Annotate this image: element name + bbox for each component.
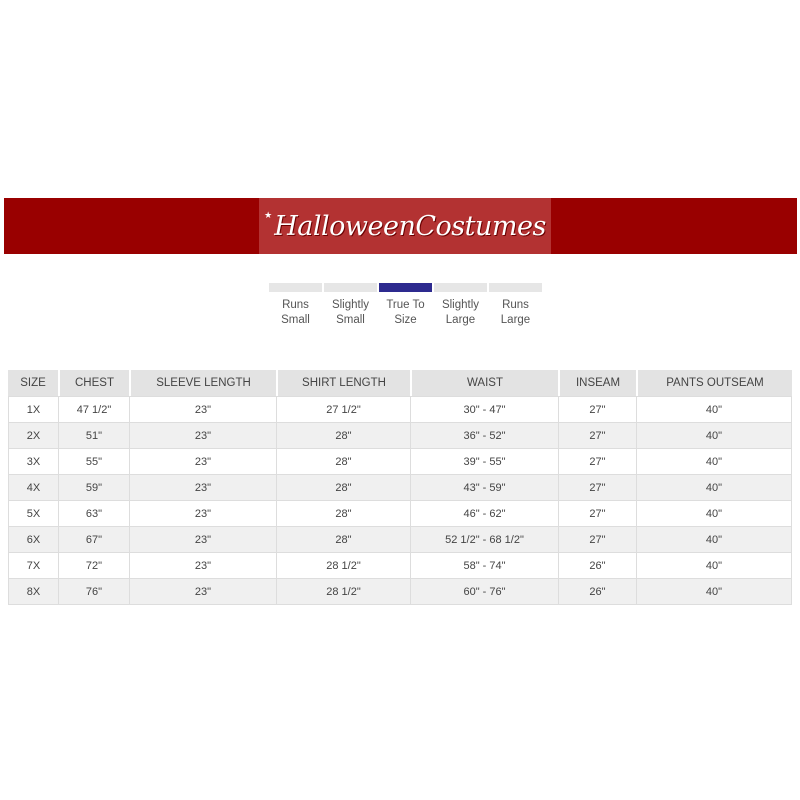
table-cell: 36" - 52" [410,422,558,448]
table-cell: 23" [129,526,276,552]
table-cell: 23" [129,578,276,605]
table-cell: 23" [129,448,276,474]
table-cell: 40" [636,500,792,526]
fit-bar [324,283,377,292]
fit-bar [434,283,487,292]
table-cell: 63" [58,500,129,526]
table-row [8,526,792,552]
table-cell: 40" [636,448,792,474]
table-cell: 59" [58,474,129,500]
table-row [8,396,792,422]
fit-option [324,283,377,328]
table-cell: 23" [129,474,276,500]
table-cell: 40" [636,526,792,552]
table-row [8,578,792,605]
fit-bar [489,283,542,292]
table-cell: 27" [558,396,636,422]
table-cell: 76" [58,578,129,605]
table-cell: 26" [558,552,636,578]
table-cell: 5X [8,500,58,526]
star-icon: ★ [264,209,273,220]
fit-option [379,283,432,328]
table-cell: 58" - 74" [410,552,558,578]
fit-label: True To Size [386,299,425,326]
column-header: WAIST [410,370,558,396]
table-cell: 27" [558,448,636,474]
logo-text: HalloweenCostumes [274,210,546,242]
brand-banner [4,198,797,254]
column-header: SIZE [8,370,58,396]
column-header: SLEEVE LENGTH [129,370,276,396]
table-cell: 26" [558,578,636,605]
table-cell: 55" [58,448,129,474]
table-cell: 1X [8,396,58,422]
fit-bar [269,283,322,292]
fit-label: Slightly Small [331,299,370,326]
table-cell: 23" [129,500,276,526]
fit-label: Slightly Large [441,299,480,326]
table-cell: 27" [558,422,636,448]
table-cell: 23" [129,396,276,422]
table-cell: 28" [276,448,410,474]
table-cell: 23" [129,422,276,448]
fit-option [434,283,487,328]
table-row [8,422,792,448]
table-cell: 4X [8,474,58,500]
column-header: INSEAM [558,370,636,396]
fit-option [269,283,322,328]
table-cell: 2X [8,422,58,448]
column-header: PANTS OUTSEAM [636,370,792,396]
table-row [8,500,792,526]
table-cell: 28" [276,474,410,500]
table-cell: 23" [129,552,276,578]
table-cell: 40" [636,474,792,500]
table-cell: 28" [276,500,410,526]
table-cell: 40" [636,396,792,422]
table-cell: 43" - 59" [410,474,558,500]
fit-label: Runs Small [281,299,310,326]
table-cell: 51" [58,422,129,448]
table-cell: 40" [636,552,792,578]
fit-option [489,283,542,328]
fit-scale [269,283,544,328]
table-cell: 3X [8,448,58,474]
table-cell: 27" [558,500,636,526]
table-cell: 46" - 62" [410,500,558,526]
table-cell: 28" [276,422,410,448]
table-cell: 47 1/2" [58,396,129,422]
table-cell: 28 1/2" [276,578,410,605]
table-cell: 30" - 47" [410,396,558,422]
table-cell: 52 1/2" - 68 1/2" [410,526,558,552]
table-cell: 40" [636,578,792,605]
table-cell: 28" [276,526,410,552]
table-header-row [8,370,792,396]
table-cell: 28 1/2" [276,552,410,578]
table-row [8,448,792,474]
fit-label: Runs Large [500,299,531,326]
table-row [8,552,792,578]
size-chart-table [8,370,792,605]
table-cell: 7X [8,552,58,578]
table-cell: 8X [8,578,58,605]
table-row [8,474,792,500]
column-header: CHEST [58,370,129,396]
table-cell: 39" - 55" [410,448,558,474]
table-cell: 6X [8,526,58,552]
column-header: SHIRT LENGTH [276,370,410,396]
table-cell: 27 1/2" [276,396,410,422]
logo[interactable] [259,198,551,254]
table-cell: 27" [558,526,636,552]
table-cell: 27" [558,474,636,500]
table-cell: 60" - 76" [410,578,558,605]
table-cell: 67" [58,526,129,552]
table-cell: 72" [58,552,129,578]
table-body [8,396,792,605]
table-cell: 40" [636,422,792,448]
fit-bar [379,283,432,292]
